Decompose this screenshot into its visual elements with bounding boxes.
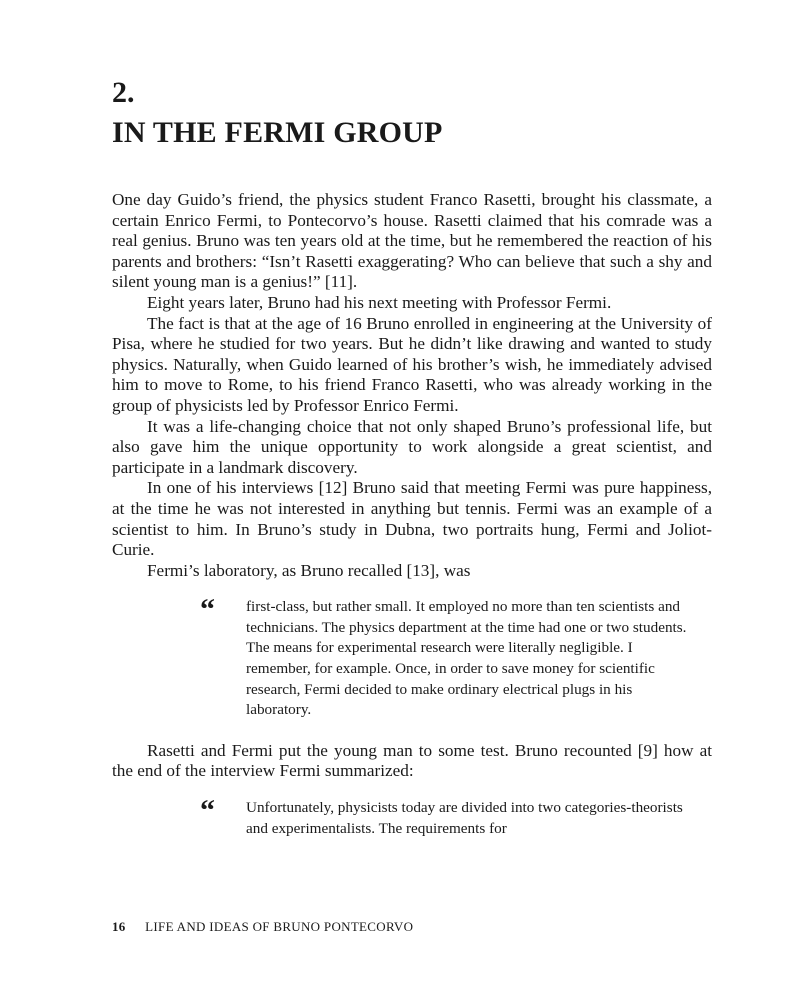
paragraph: It was a life-changing choice that not only shaped Bruno’s professional life, but also gave him the unique opportunity to work alongside a great scientist, and participate in a landmark discovery. xyxy=(112,416,712,477)
paragraph: Eight years later, Bruno had his next meeting with Professor Fermi. xyxy=(147,292,612,312)
paragraph: One day Guido’s friend, the physics student Franco Rasetti, brought his classmate, a certain Enrico Fermi, to Pontecorvo’s house. Rasetti claimed that his comrade was a real genius. Bruno was ten years old at the time, but he remembered the reaction of his parents and brothers: “Isn’t Rasetti exaggerating? Who can believe that such a shy and silent young man is a genius!” [11]. xyxy=(112,190,712,292)
paragraph: Fermi’s laboratory, as Bruno recalled [13], was xyxy=(147,560,471,580)
chapter-number: 2. xyxy=(112,76,135,109)
paragraph: Rasetti and Fermi put the young man to some test. Bruno recounted [9] how at the end of the interview Fermi summarized: xyxy=(112,740,712,781)
page-footer xyxy=(112,919,413,935)
block-quote xyxy=(112,593,692,721)
paragraph: The fact is that at the age of 16 Bruno enrolled in engineering at the University of Pisa, where he studied for two years. But he didn’t like drawing and wanted to study physics. Naturally, when Guido learned of his brother’s wish, he immediately advised him to move to Rome, to his friend Franco Rasetti, who was already working in the group of physicists led by Professor Enrico Fermi. xyxy=(112,313,712,415)
quote-mark-icon: “ xyxy=(200,794,215,828)
block-quote xyxy=(112,794,692,839)
page-number: 16 xyxy=(112,919,126,934)
quote-mark-icon: “ xyxy=(200,593,215,627)
running-title: LIFE AND IDEAS OF BRUNO PONTECORVO xyxy=(145,919,414,934)
paragraph: In one of his interviews [12] Bruno said that meeting Fermi was pure happiness, at the time he was not interested in anything but tennis. Fermi was an example of a scientist to him. In Bruno’s study in Dubna, two portraits hung, Fermi and Joliot-Curie. xyxy=(112,478,712,560)
chapter-title: IN THE FERMI GROUP xyxy=(112,116,443,149)
body-text xyxy=(112,190,712,839)
quote-text: first-class, but rather small. It employed no more than ten scientists and technicians. The physics department at the time had one or two students. The means for experimental research were literally negligible. I remember, for example. Once, in order to save money for scientific research, Fermi decided to make ordinary electrical plugs in his laboratory. xyxy=(246,598,687,719)
quote-text: Unfortunately, physicists today are divided into two categories-theorists and experimentalists. The requirements for xyxy=(246,799,683,837)
